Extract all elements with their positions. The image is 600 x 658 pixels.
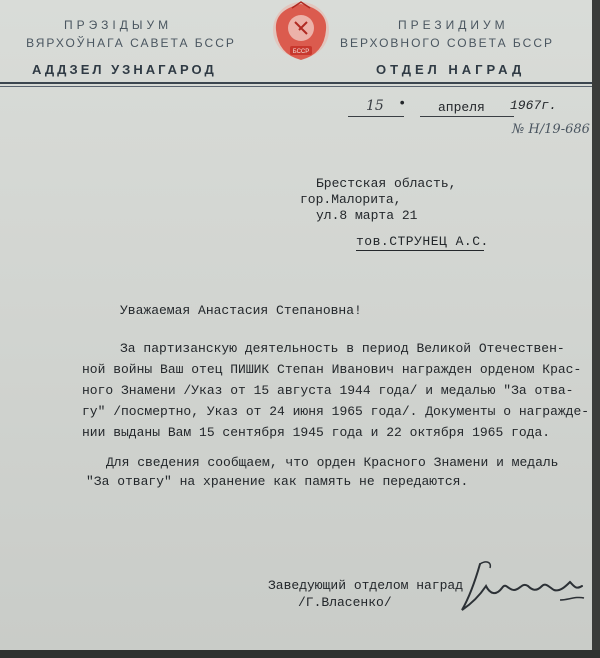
address-street: ул.8 марта 21: [316, 208, 418, 223]
header-by-department: АДДЗЕЛ УЗНАГАРОД: [32, 62, 217, 77]
body-line: "За отвагу" на хранение как память не передаются.: [86, 474, 469, 489]
body-line: гу" /посмертно, Указ от 24 июня 1965 года/. Документы о награжде-: [82, 404, 590, 419]
header-by-presidium: ПРЭЗIДЫУМ: [64, 18, 173, 32]
body-line: За партизанскую деятельность в период Великой Отечествен-: [120, 341, 565, 356]
addressee: тов.СТРУНЕЦ А.С.: [356, 234, 489, 249]
background-edge-right: [592, 0, 600, 658]
body-line: ного Знамени /Указ от 15 августа 1944 года/ и медалью "За отва-: [82, 383, 574, 398]
header-rule: [0, 82, 592, 84]
header-by-soviet: ВЯРХОЎНАГА САВЕТА БССР: [26, 36, 236, 50]
date-year: 1967г.: [510, 98, 557, 113]
header-rule-thin: [0, 86, 592, 87]
address-town: гор.Малорита,: [300, 192, 402, 207]
body-line: нии выданы Вам 15 сентября 1945 года и 22 октября 1965 года.: [82, 425, 551, 440]
emblem-text: БССР: [292, 49, 310, 55]
date-underline-day: [348, 116, 404, 117]
address-region: Брестская область,: [316, 176, 457, 191]
signatory-name: /Г.Власенко/: [298, 595, 392, 610]
date-dot: •: [398, 96, 407, 112]
signatory-title: Заведующий отделом наград: [268, 578, 464, 593]
background-edge-bottom: [0, 650, 600, 658]
addressee-underline: [356, 250, 484, 251]
date-underline-month: [420, 116, 514, 117]
body-line: Для сведения сообщаем, что орден Красного Знамени и медаль: [106, 455, 559, 470]
date-month: апреля: [438, 100, 485, 115]
salutation: Уважаемая Анастасия Степановна!: [120, 303, 362, 318]
date-day: 15: [366, 98, 384, 114]
handwritten-signature-icon: [456, 556, 592, 618]
header-ru-department: ОТДЕЛ НАГРАД: [376, 62, 526, 77]
header-ru-presidium: ПРЕЗИДИУМ: [398, 18, 509, 32]
bssr-emblem-icon: [266, 0, 336, 66]
header-ru-soviet: ВЕРХОВНОГО СОВЕТА БССР: [340, 36, 554, 50]
registration-number: № Н/19-686: [512, 122, 590, 137]
body-line: ной войны Ваш отец ПИШИК Степан Иванович награжден орденом Крас-: [82, 362, 582, 377]
